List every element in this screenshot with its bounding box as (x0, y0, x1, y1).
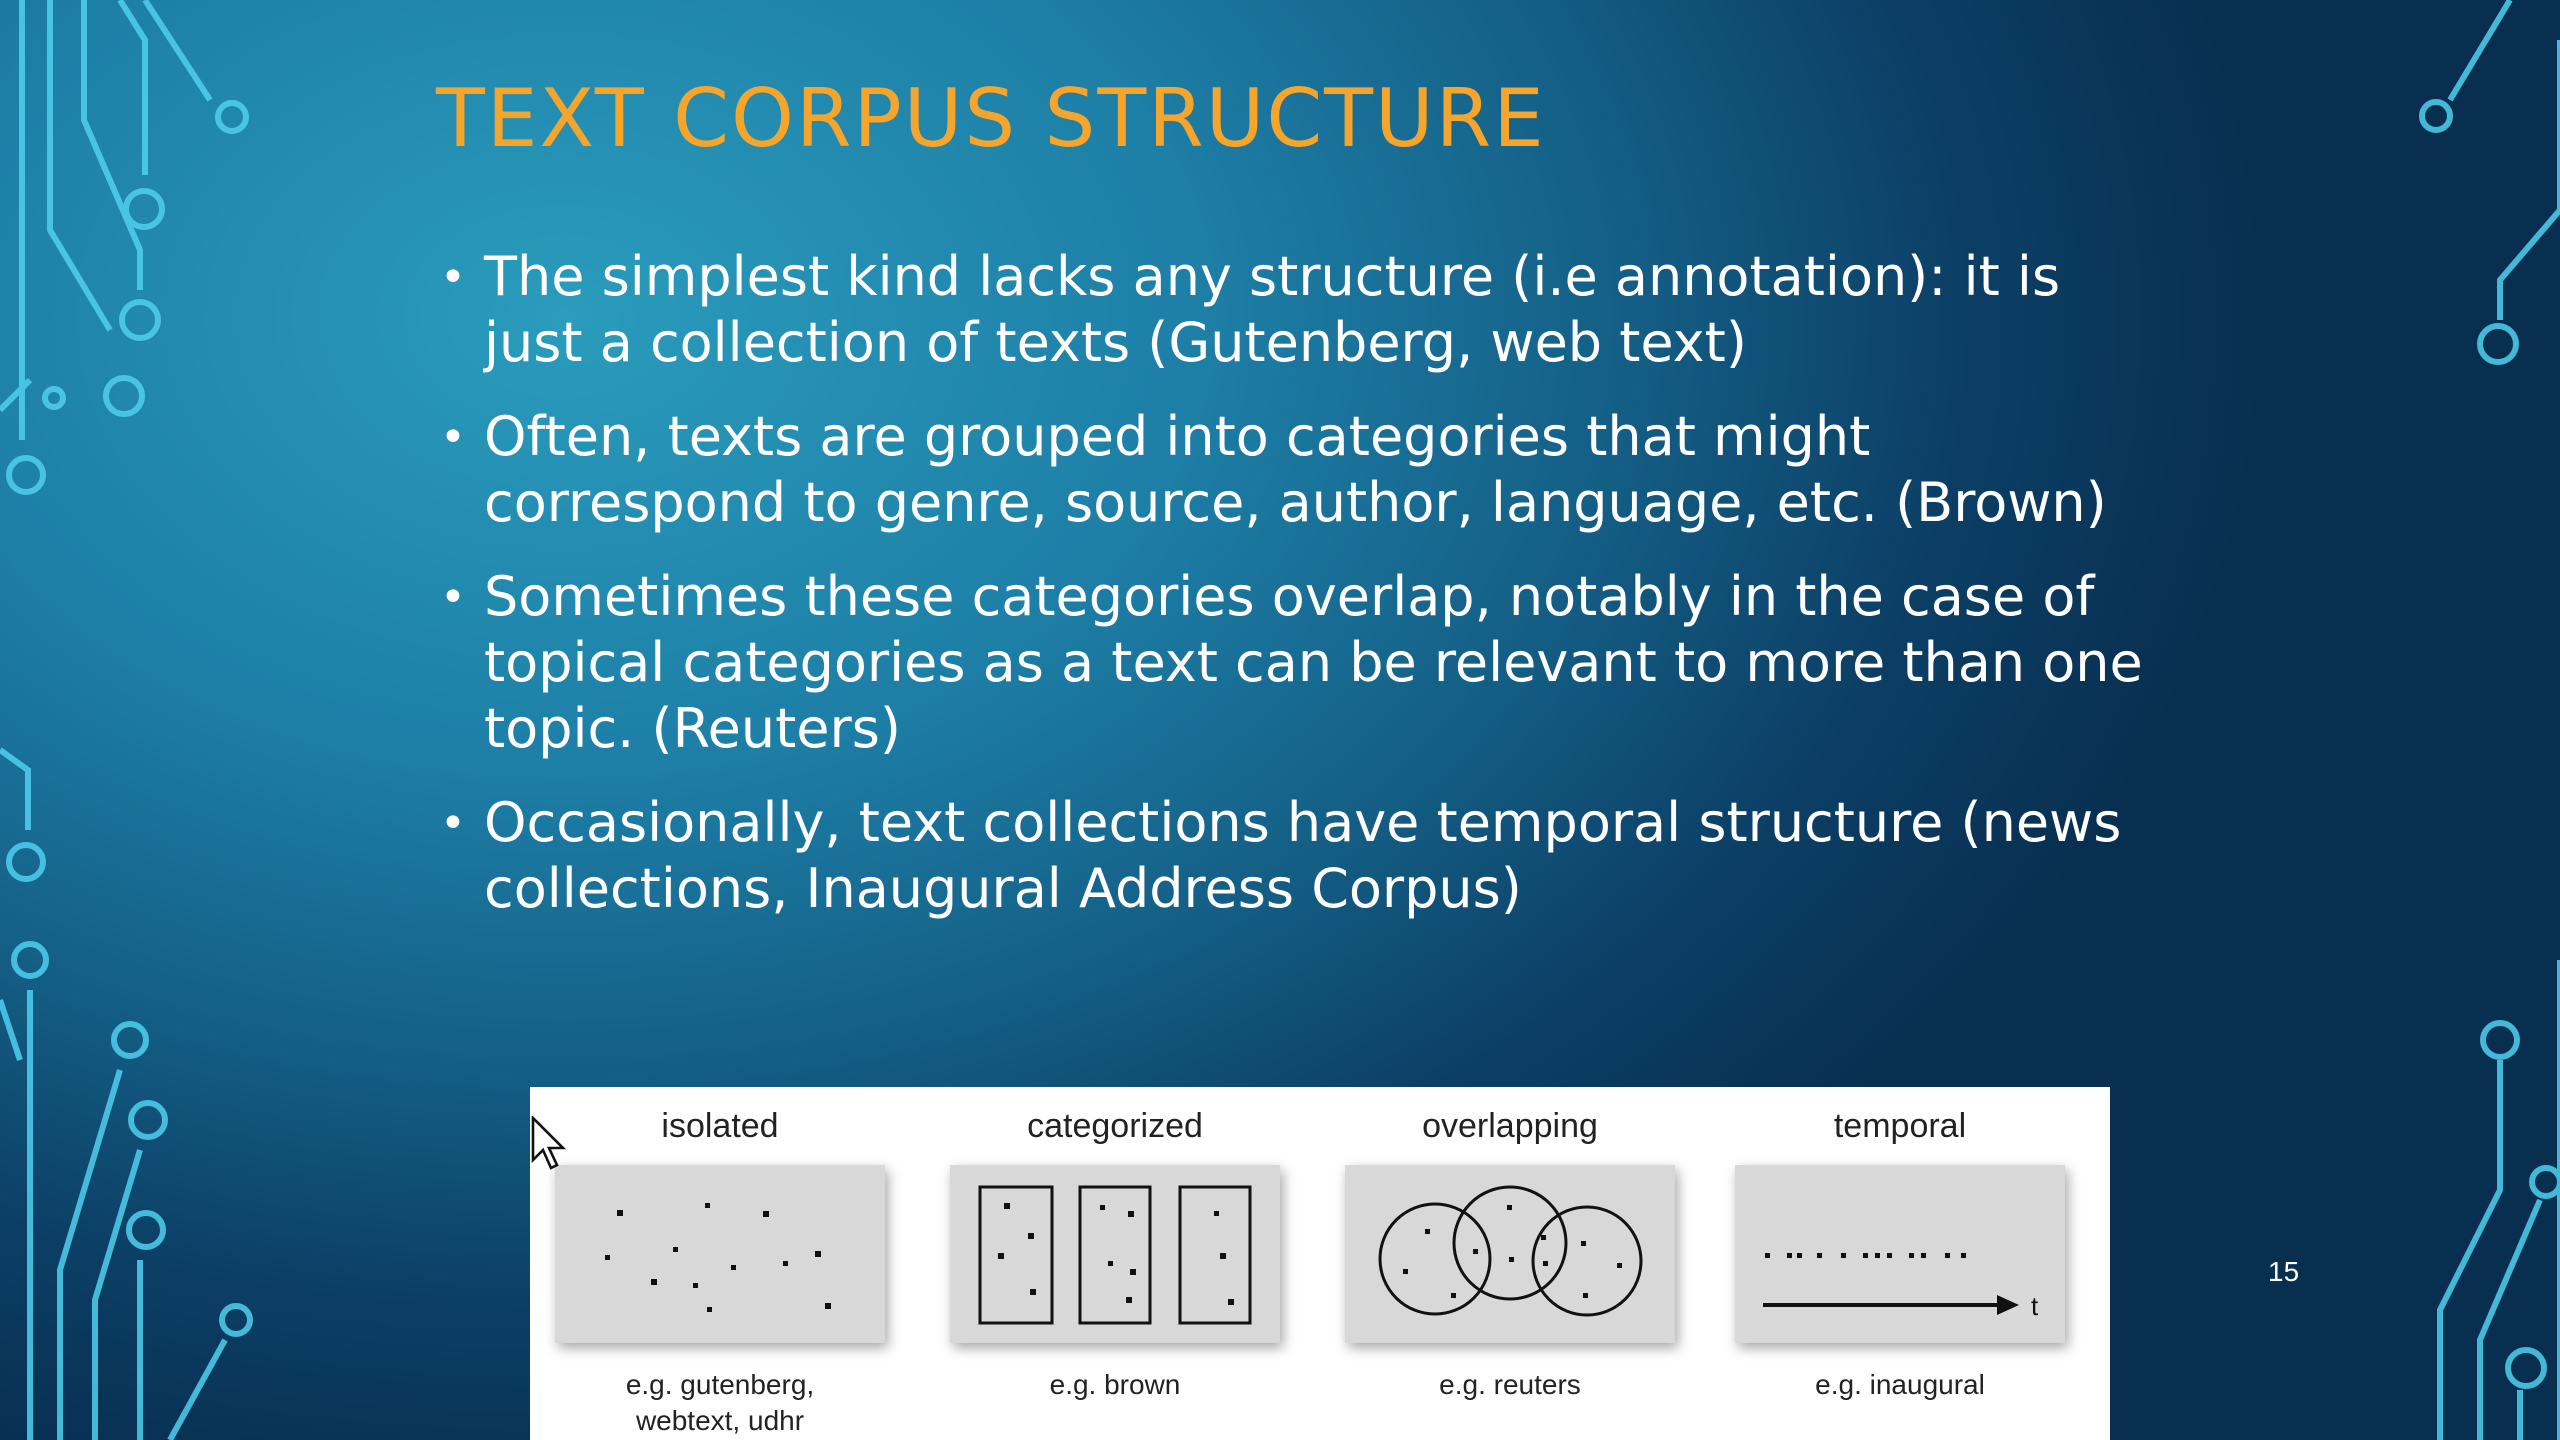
time-axis-label: t (2031, 1291, 2039, 1321)
panel-caption (1710, 1367, 2090, 1403)
mouse-cursor-icon (531, 1116, 571, 1172)
bullet-list (436, 244, 2156, 950)
panel-diagram-temporal (1735, 1165, 2065, 1343)
circuit-decoration-right (2320, 0, 2560, 1440)
panel-title: temporal (1833, 1107, 1967, 1145)
caption-line: e.g. reuters (1439, 1369, 1581, 1400)
panel-title: categorized (1027, 1107, 1203, 1145)
bullet-item (436, 790, 2156, 922)
page-number: 15 (2268, 1256, 2300, 1287)
temporal-timeline-diagram (1735, 1165, 2065, 1343)
caption-line: e.g. gutenberg, (625, 1369, 815, 1400)
slide-title: TEXT CORPUS STRUCTURE (436, 72, 1546, 165)
panel-title: isolated (661, 1107, 779, 1145)
caption-line: webtext, udhr (635, 1405, 805, 1436)
bullet-text: Often, texts are grouped into categories that might correspond to genre, source, author, language, etc. (Brown) (484, 405, 2107, 534)
bullet-text: Sometimes these categories overlap, notably in the case of topical categories as a text can be relevant to more than one topic. (Reuters) (484, 565, 2143, 760)
caption-line: e.g. inaugural (1815, 1369, 1985, 1400)
bullet-text: The simplest kind lacks any structure (i.e annotation): it is just a collection of texts (Gutenberg, web text) (484, 245, 2061, 374)
panel-caption (1320, 1367, 1700, 1403)
caption-line: e.g. brown (1049, 1369, 1181, 1400)
panel-temporal (1710, 1087, 2090, 1440)
panel-diagram-overlapping (1345, 1165, 1675, 1343)
bullet-dot-icon: • (440, 412, 466, 463)
panel-overlapping (1320, 1087, 1700, 1440)
corpus-structure-figure (530, 1087, 2110, 1440)
panel-diagram-isolated (555, 1165, 885, 1343)
bullet-item (436, 244, 2156, 376)
panel-caption (925, 1367, 1305, 1403)
bullet-dot-icon: • (440, 798, 466, 849)
bullet-item (436, 404, 2156, 536)
circuit-decoration-left (0, 0, 280, 1440)
panel-title: overlapping (1422, 1107, 1598, 1145)
panel-caption (530, 1367, 910, 1439)
bullet-dot-icon: • (440, 572, 466, 623)
bullet-dot-icon: • (440, 252, 466, 303)
bullet-item (436, 564, 2156, 762)
panel-diagram-categorized (950, 1165, 1280, 1343)
overlapping-circles-diagram (1345, 1165, 1675, 1343)
categorized-boxes-diagram (950, 1165, 1280, 1343)
panel-categorized (925, 1087, 1305, 1440)
panel-isolated (530, 1087, 910, 1440)
bullet-text: Occasionally, text collections have temporal structure (news collections, Inaugural Address Corpus) (484, 791, 2122, 920)
isolated-dots-diagram (555, 1165, 885, 1343)
